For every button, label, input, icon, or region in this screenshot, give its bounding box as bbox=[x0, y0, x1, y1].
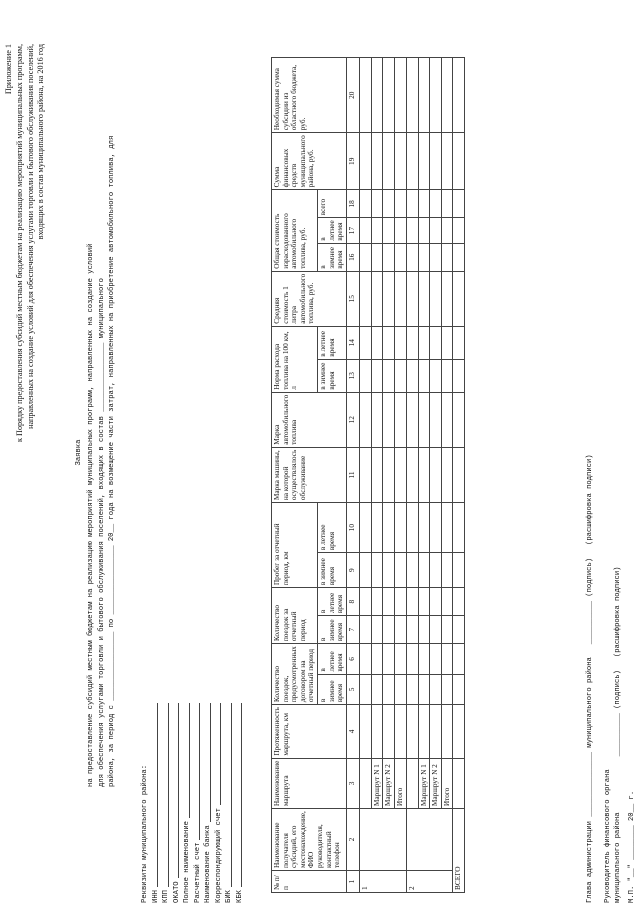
subheader-summer: в летнее время bbox=[317, 218, 346, 243]
table-cell bbox=[383, 58, 395, 133]
row-number: 1 bbox=[359, 871, 406, 893]
table-cell bbox=[453, 758, 465, 808]
row-number: 2 bbox=[406, 871, 453, 893]
table-cell bbox=[441, 447, 453, 502]
table-cell bbox=[430, 133, 442, 190]
route-cell: Итого bbox=[394, 758, 406, 808]
fill-line bbox=[224, 703, 232, 887]
table-cell bbox=[383, 326, 395, 359]
head-admin-sign: __________ (подпись) bbox=[586, 557, 594, 645]
subheader-summer: в летнее время bbox=[317, 503, 346, 553]
table-cell bbox=[359, 503, 371, 553]
table-cell bbox=[430, 243, 442, 271]
table-cell bbox=[383, 133, 395, 190]
table-cell bbox=[406, 133, 418, 190]
order-line: к Порядку предоставления субсидий местным бюджетам на реализацию мероприятий муниципальных программ, bbox=[15, 44, 24, 442]
table-cell bbox=[383, 616, 395, 644]
stamp-date-line: М.П. "__" ________ 20__ г. bbox=[628, 790, 636, 903]
table-cell bbox=[453, 190, 465, 218]
requisite-label: БИК bbox=[225, 890, 233, 903]
table-cell bbox=[371, 218, 383, 243]
col-header-required-subsidy: Необходимая сумма субсидии из областного бюджета, руб. bbox=[272, 58, 347, 133]
table-cell bbox=[418, 644, 430, 675]
table-cell bbox=[371, 644, 383, 675]
table-cell bbox=[371, 133, 383, 190]
table-cell bbox=[430, 271, 442, 326]
table-cell bbox=[430, 359, 442, 392]
table-cell bbox=[371, 674, 383, 705]
head-admin-signature bbox=[586, 454, 594, 903]
table-cell bbox=[383, 359, 395, 392]
table-cell bbox=[406, 553, 418, 588]
table-cell bbox=[406, 503, 418, 553]
table-cell bbox=[359, 243, 371, 271]
table-cell bbox=[453, 705, 465, 759]
table-cell bbox=[359, 644, 371, 675]
table-cell bbox=[394, 503, 406, 553]
table-cell bbox=[430, 644, 442, 675]
table-cell bbox=[418, 447, 430, 502]
table-cell bbox=[441, 58, 453, 133]
subject-line: для обеспечения услугами торговли и бытового обслуживания поселений, входящих в состав ________________ муниципального bbox=[97, 278, 106, 787]
table-cell bbox=[371, 359, 383, 392]
table-cell bbox=[406, 616, 418, 644]
table-cell bbox=[406, 588, 418, 616]
table-cell bbox=[371, 553, 383, 588]
fin-head-label2: муниципального района bbox=[614, 812, 622, 903]
table-cell bbox=[430, 705, 442, 759]
table-cell bbox=[418, 705, 430, 759]
table-cell bbox=[394, 326, 406, 359]
subheader-winter: в зимнее время bbox=[317, 616, 346, 644]
col-number: 5 bbox=[346, 674, 359, 705]
subheader-winter: в зимнее время bbox=[317, 243, 346, 271]
table-cell bbox=[430, 326, 442, 359]
table-cell bbox=[418, 271, 430, 326]
table-cell bbox=[441, 644, 453, 675]
table-cell bbox=[371, 616, 383, 644]
requisite-label: ОКАТО bbox=[172, 881, 181, 903]
table-cell bbox=[371, 588, 383, 616]
subject-line: на предоставление субсидий местным бюджетам на реализацию мероприятий муниципальных программ, направленных на создание условий bbox=[87, 243, 95, 787]
route-cell: Маршрут N 1 bbox=[371, 758, 383, 808]
col-header-fuel-norm: Норма расхода топлива на 100 км, л bbox=[272, 326, 318, 392]
table-cell bbox=[371, 447, 383, 502]
col-header-fuel-price: Средняя стоимость 1 литра автомобильного топлива, руб. bbox=[272, 271, 347, 326]
table-cell bbox=[441, 674, 453, 705]
table-cell bbox=[430, 674, 442, 705]
col-header-trips-period: Количество поездок за отчетный период bbox=[272, 588, 318, 644]
fill-line bbox=[151, 703, 159, 887]
table-cell bbox=[430, 392, 442, 447]
col-header-fuel-brand: Марка автомобильного топлива bbox=[272, 392, 347, 447]
table-cell bbox=[406, 326, 418, 359]
table-body bbox=[359, 58, 464, 893]
table-cell bbox=[453, 133, 465, 190]
table-cell bbox=[441, 190, 453, 218]
table-cell bbox=[383, 553, 395, 588]
table-cell bbox=[441, 588, 453, 616]
table-cell bbox=[394, 359, 406, 392]
table-cell bbox=[453, 326, 465, 359]
table-cell bbox=[453, 588, 465, 616]
table-cell bbox=[441, 326, 453, 359]
table-cell bbox=[418, 133, 430, 190]
table-cell bbox=[453, 58, 465, 133]
table-cell bbox=[371, 705, 383, 759]
table-cell bbox=[394, 218, 406, 243]
col-number: 19 bbox=[346, 133, 359, 190]
table-cell bbox=[453, 218, 465, 243]
table-cell bbox=[383, 503, 395, 553]
table-cell bbox=[359, 190, 371, 218]
col-header-mileage: Пробег за отчетный период, км bbox=[272, 503, 318, 588]
requisite-line bbox=[172, 703, 183, 903]
requisite-line bbox=[214, 703, 225, 903]
col-number: 3 bbox=[346, 758, 359, 808]
table-cell bbox=[371, 243, 383, 271]
requisite-line bbox=[161, 703, 172, 903]
table-cell bbox=[359, 553, 371, 588]
fill-line bbox=[172, 703, 180, 878]
subheader-winter: в зимнее время bbox=[317, 674, 346, 705]
table-cell bbox=[418, 190, 430, 218]
table-cell bbox=[441, 359, 453, 392]
table-cell bbox=[430, 588, 442, 616]
col-number: 6 bbox=[346, 644, 359, 675]
table-cell bbox=[371, 503, 383, 553]
fill-line bbox=[235, 703, 243, 887]
table-cell bbox=[418, 243, 430, 271]
table-cell bbox=[383, 644, 395, 675]
table-cell bbox=[453, 616, 465, 644]
table-cell bbox=[394, 553, 406, 588]
col-number: 20 bbox=[346, 58, 359, 133]
recipient-cell bbox=[359, 809, 406, 871]
table-cell bbox=[394, 705, 406, 759]
col-header-route-length: Протяженность маршрута, км bbox=[272, 705, 347, 759]
col-header-route-name: Наименование маршрута bbox=[272, 758, 347, 808]
table-cell bbox=[453, 674, 465, 705]
head-admin-decode: (расшифровка подписи) bbox=[586, 454, 594, 545]
table-cell bbox=[406, 447, 418, 502]
col-number: 2 bbox=[346, 809, 359, 871]
col-number: 11 bbox=[346, 447, 359, 502]
col-number: 9 bbox=[346, 553, 359, 588]
col-header-fuel-cost: Общая стоимость израсходованного автомобильного топлива, руб. bbox=[272, 190, 318, 271]
col-header-number: № п/п bbox=[272, 871, 347, 893]
table-cell bbox=[359, 58, 371, 133]
table-cell bbox=[394, 616, 406, 644]
table-cell bbox=[394, 392, 406, 447]
table-cell bbox=[430, 447, 442, 502]
table-cell bbox=[418, 218, 430, 243]
table-cell bbox=[394, 644, 406, 675]
table-cell bbox=[359, 359, 371, 392]
table-cell bbox=[383, 674, 395, 705]
head-admin-label: Глава администрации _______________ муниципального района bbox=[586, 657, 594, 903]
order-line: направленных на создание условий для обеспечения услугами торговли и бытового обслуживания поселений, bbox=[25, 44, 35, 429]
table-cell bbox=[418, 553, 430, 588]
table-cell bbox=[394, 243, 406, 271]
subject-line: района, за период с ________________ по ________________ 20__ года на возмещение части затрат, направленных на приобретение автомобильного топлива, для bbox=[108, 135, 116, 787]
table-row bbox=[430, 58, 442, 893]
col-number: 16 bbox=[346, 243, 359, 271]
requisite-label: КБК bbox=[235, 890, 244, 903]
table-cell bbox=[359, 447, 371, 502]
table-cell bbox=[430, 553, 442, 588]
table-cell bbox=[383, 447, 395, 502]
table-cell bbox=[394, 588, 406, 616]
route-cell: Маршрут N 2 bbox=[430, 758, 442, 808]
fill-line bbox=[182, 703, 190, 818]
col-number: 8 bbox=[346, 588, 359, 616]
col-number: 4 bbox=[346, 705, 359, 759]
table-cell bbox=[394, 133, 406, 190]
table-cell bbox=[418, 674, 430, 705]
table-cell bbox=[359, 616, 371, 644]
table-cell bbox=[406, 674, 418, 705]
table-cell bbox=[383, 190, 395, 218]
fin-head-label: Руководитель финансового органа bbox=[604, 769, 612, 903]
table-cell bbox=[430, 503, 442, 553]
col-number: 15 bbox=[346, 271, 359, 326]
route-cell: Маршрут N 1 bbox=[418, 758, 430, 808]
route-cell: Маршрут N 2 bbox=[383, 758, 395, 808]
table-cell bbox=[418, 58, 430, 133]
table-cell bbox=[394, 58, 406, 133]
col-header-recipient: Наименование получателя субсидий, его местонахождение, ФИО руководителя, контактный телефон bbox=[272, 809, 347, 871]
table-cell bbox=[371, 190, 383, 218]
table-cell bbox=[394, 674, 406, 705]
table-cell bbox=[430, 190, 442, 218]
table-cell bbox=[406, 644, 418, 675]
table-cell bbox=[430, 218, 442, 243]
order-line: входящих в состав муниципального района, на 2016 год bbox=[36, 44, 45, 240]
requisite-line bbox=[182, 703, 193, 903]
grand-total-row bbox=[453, 58, 465, 893]
requisite-label: КПП bbox=[162, 890, 170, 903]
table-cell bbox=[406, 243, 418, 271]
requisite-label: Корреспондирующий счет bbox=[214, 808, 223, 903]
table-cell bbox=[406, 392, 418, 447]
grand-total-label: ВСЕГО bbox=[453, 809, 465, 893]
col-header-trips-contract: Количество поездок, предусмотренных договором на отчетный период bbox=[272, 644, 318, 705]
table-cell bbox=[418, 588, 430, 616]
fin-head-decode: (расшифровка подписи) bbox=[614, 566, 622, 658]
table-cell bbox=[418, 503, 430, 553]
table-cell bbox=[441, 553, 453, 588]
table-cell bbox=[394, 447, 406, 502]
requisite-label: Расчетный счет bbox=[193, 842, 202, 903]
table-cell bbox=[383, 392, 395, 447]
recipient-cell bbox=[406, 809, 453, 871]
fin-head-sign: __________ (подпись) bbox=[614, 670, 622, 757]
fin-head-signature bbox=[614, 567, 622, 903]
requisite-label: Полное наименование bbox=[183, 821, 191, 903]
application-heading: Заявка bbox=[75, 439, 83, 466]
table-cell bbox=[441, 218, 453, 243]
table-cell bbox=[359, 758, 371, 808]
col-number: 14 bbox=[346, 326, 359, 359]
table-cell bbox=[406, 705, 418, 759]
col-number: 18 bbox=[346, 190, 359, 218]
requisite-line bbox=[193, 703, 204, 903]
table-cell bbox=[453, 447, 465, 502]
table-cell bbox=[383, 588, 395, 616]
table-cell bbox=[371, 271, 383, 326]
col-header-municipal-funds: Сумма финансовых средств муниципального района, руб. bbox=[272, 133, 347, 190]
table-row bbox=[406, 58, 418, 893]
order-reference bbox=[15, 44, 47, 564]
col-number: 17 bbox=[346, 218, 359, 243]
table-cell bbox=[359, 271, 371, 326]
appendix-label: Приложение 1 bbox=[4, 44, 13, 95]
table-cell bbox=[359, 133, 371, 190]
fill-line bbox=[203, 703, 211, 822]
table-row bbox=[394, 58, 406, 893]
table-cell bbox=[441, 503, 453, 553]
table-cell bbox=[383, 218, 395, 243]
table-cell bbox=[394, 190, 406, 218]
subsidy-table bbox=[271, 57, 465, 893]
table-cell bbox=[430, 616, 442, 644]
table-cell bbox=[441, 705, 453, 759]
col-number: 1 bbox=[346, 871, 359, 893]
route-cell: Итого bbox=[441, 758, 453, 808]
table-cell bbox=[453, 503, 465, 553]
table-cell bbox=[453, 243, 465, 271]
requisite-line bbox=[235, 703, 246, 903]
requisites-block bbox=[140, 703, 245, 903]
table-cell bbox=[383, 243, 395, 271]
table-cell bbox=[371, 58, 383, 133]
col-number: 7 bbox=[346, 616, 359, 644]
requisite-label: Наименование банка bbox=[204, 825, 212, 903]
table-row bbox=[383, 58, 395, 893]
table-cell bbox=[406, 271, 418, 326]
table-cell bbox=[359, 705, 371, 759]
col-header-vehicle-brand: Марка машины, на которой осуществлялось обслуживание bbox=[272, 447, 347, 502]
table-cell bbox=[430, 58, 442, 133]
subheader-winter: в зимнее время bbox=[317, 553, 346, 588]
table-cell bbox=[418, 616, 430, 644]
table-cell bbox=[453, 644, 465, 675]
requisites-heading: Реквизиты муниципального района: bbox=[141, 764, 149, 903]
requisite-line bbox=[203, 703, 214, 903]
table-cell bbox=[441, 616, 453, 644]
table-cell bbox=[406, 359, 418, 392]
col-number: 12 bbox=[346, 392, 359, 447]
table-cell bbox=[453, 359, 465, 392]
table-cell bbox=[441, 392, 453, 447]
table-cell bbox=[441, 271, 453, 326]
table-cell bbox=[406, 218, 418, 243]
col-number: 10 bbox=[346, 503, 359, 553]
subheader-summer: в летнее время bbox=[317, 588, 346, 616]
table-cell bbox=[359, 326, 371, 359]
table-cell bbox=[359, 392, 371, 447]
subheader-winter: в зимнее время bbox=[317, 359, 346, 392]
table-cell bbox=[441, 243, 453, 271]
table-cell bbox=[453, 392, 465, 447]
table-row bbox=[418, 58, 430, 893]
header-row bbox=[272, 58, 318, 893]
col-number: 13 bbox=[346, 359, 359, 392]
requisite-line bbox=[224, 703, 235, 903]
table-cell bbox=[359, 588, 371, 616]
table-cell bbox=[406, 758, 418, 808]
application-subject bbox=[86, 87, 118, 787]
subheader-total: всего bbox=[317, 190, 346, 218]
table-cell bbox=[418, 359, 430, 392]
fill-line bbox=[161, 703, 169, 887]
table-cell bbox=[441, 133, 453, 190]
table-cell bbox=[394, 271, 406, 326]
table-cell bbox=[406, 190, 418, 218]
requisite-line bbox=[151, 703, 162, 903]
table-row bbox=[371, 58, 383, 893]
table-cell bbox=[371, 392, 383, 447]
table-cell bbox=[453, 553, 465, 588]
table-row bbox=[359, 58, 371, 893]
table-cell bbox=[371, 326, 383, 359]
table-cell bbox=[383, 271, 395, 326]
table-cell bbox=[406, 58, 418, 133]
subheader-summer: в летнее время bbox=[317, 644, 346, 675]
requisite-label: ИНН bbox=[151, 890, 160, 903]
table-cell bbox=[359, 674, 371, 705]
fill-line bbox=[214, 703, 222, 805]
subheader-summer: в летнее время bbox=[317, 326, 346, 359]
table-cell bbox=[359, 218, 371, 243]
table-cell bbox=[418, 392, 430, 447]
column-number-row bbox=[346, 58, 359, 893]
table-cell bbox=[453, 271, 465, 326]
table-row bbox=[441, 58, 453, 893]
table-cell bbox=[418, 326, 430, 359]
table-cell bbox=[383, 705, 395, 759]
fill-line bbox=[193, 703, 201, 840]
